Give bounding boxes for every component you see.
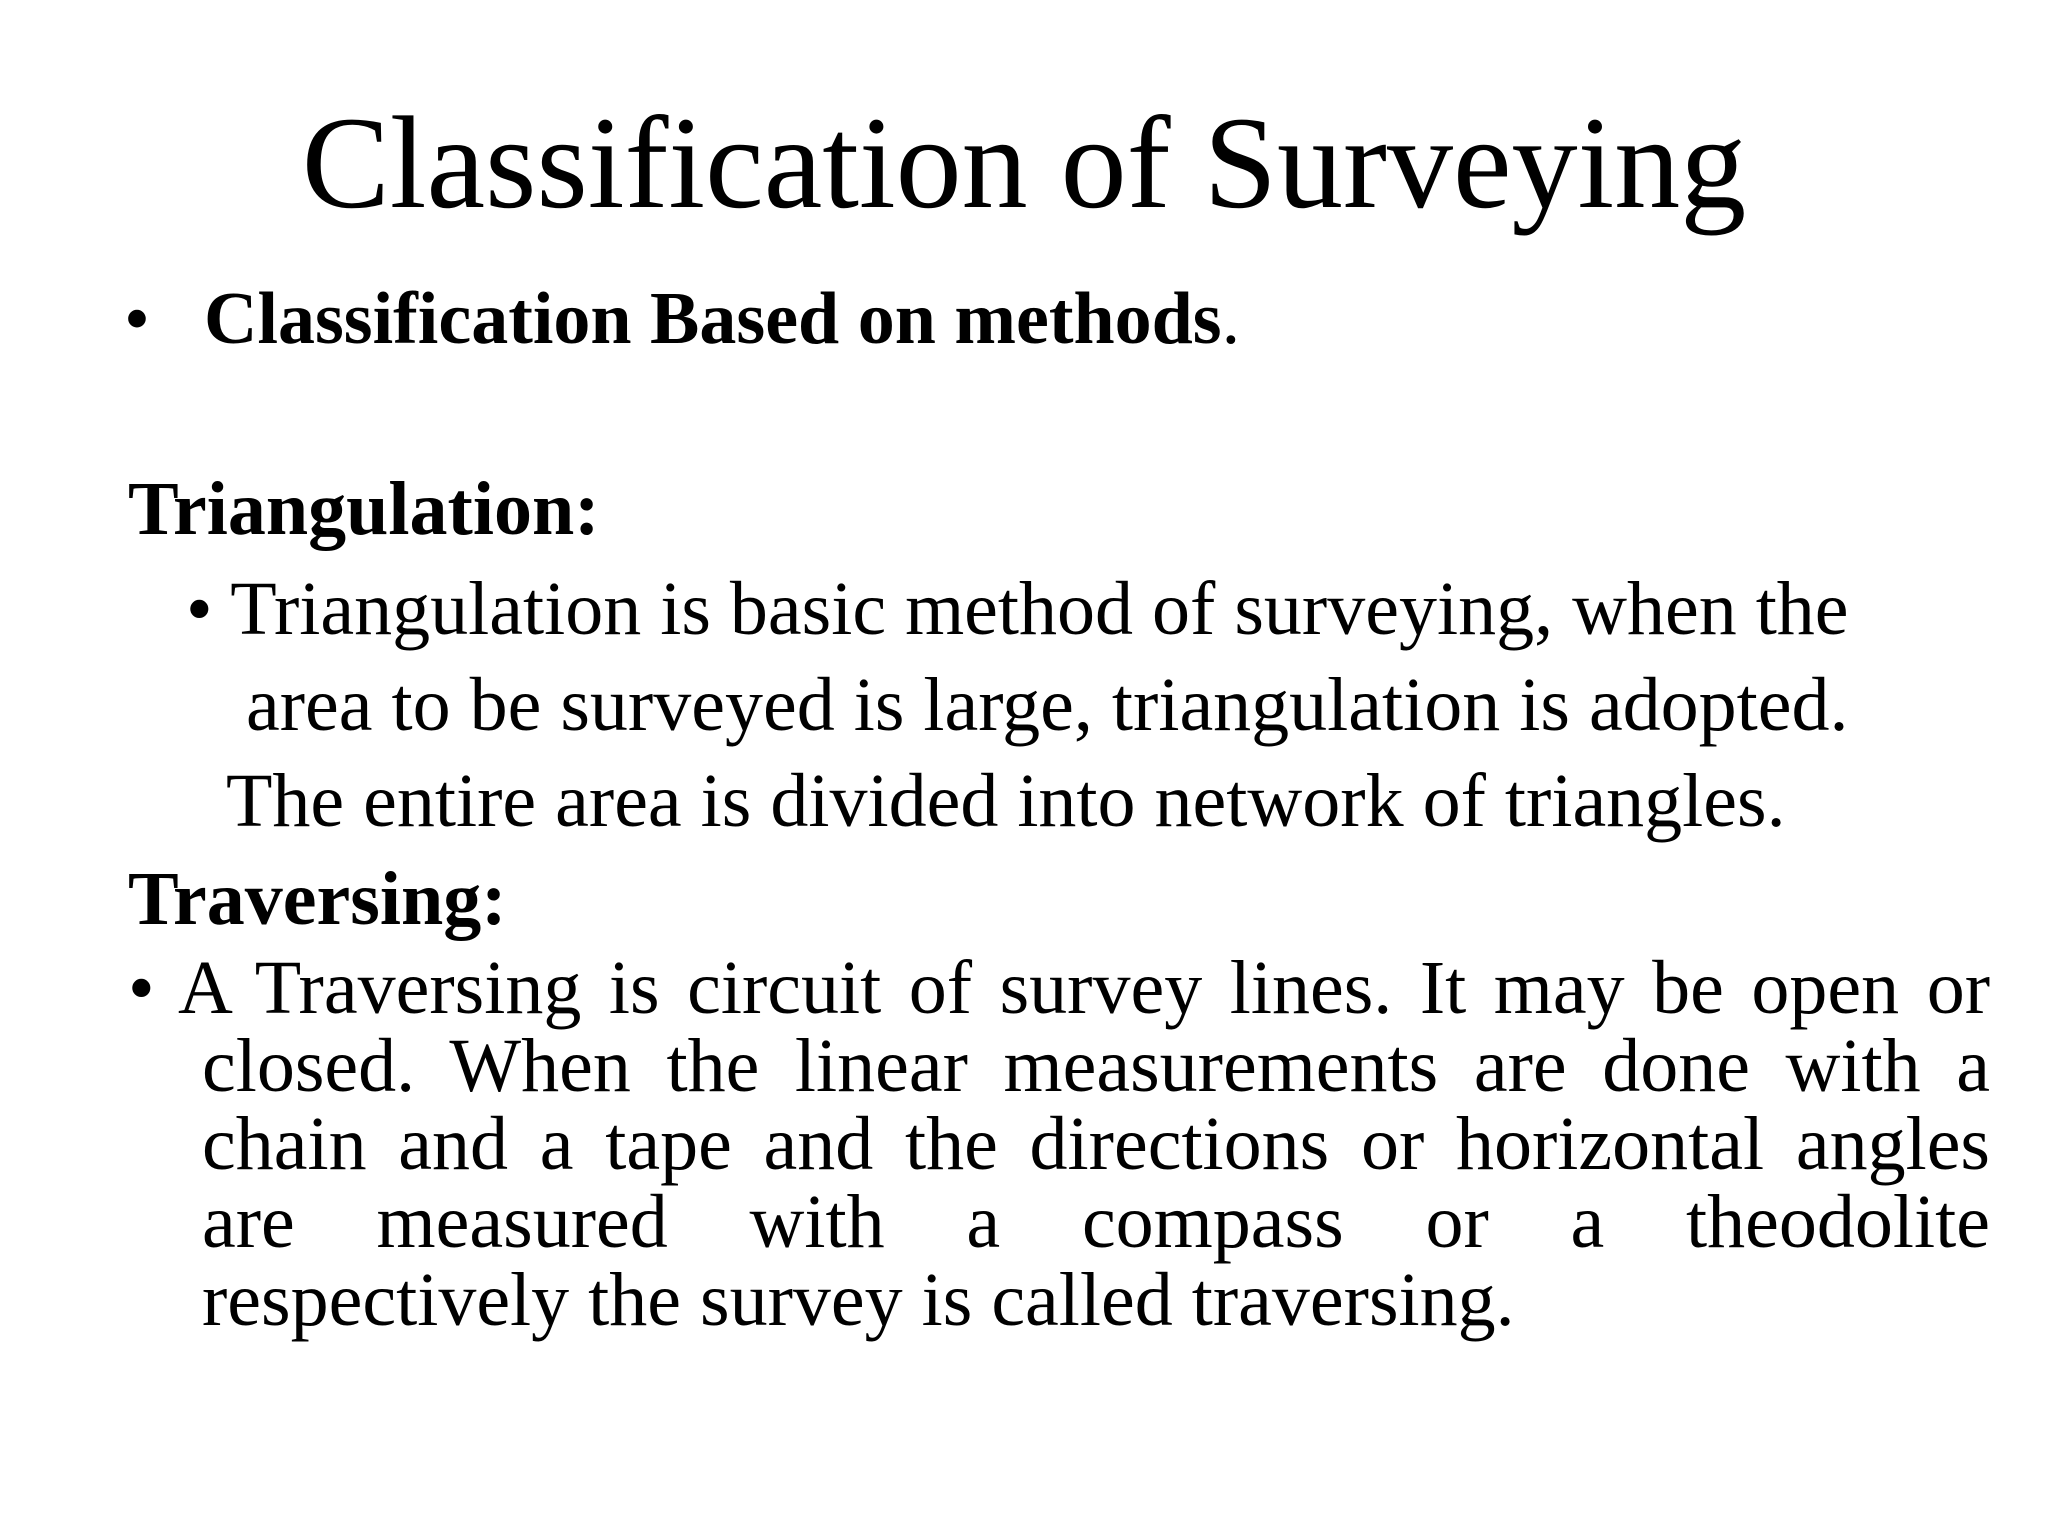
triangulation-heading: Triangulation: [128, 467, 600, 551]
method-bullet-period: . [1221, 278, 1241, 360]
method-bullet [124, 276, 1240, 362]
traversing-line: closed. When the linear measurements are done with a [202, 1024, 1990, 1108]
traversing-heading: Traversing: [128, 857, 507, 941]
triangulation-line: • Triangulation is basic method of surveying, when the [186, 567, 1849, 651]
traversing-line: chain and a tape and the directions or horizontal angles [202, 1102, 1990, 1186]
method-bullet-text: Classification Based on methods [204, 278, 1222, 360]
triangulation-line: area to be surveyed is large, triangulation is adopted. [246, 663, 1849, 747]
slide-title: Classification of Surveying [301, 89, 1747, 236]
traversing-line: are measured with a compass or a theodolite [202, 1180, 1990, 1264]
traversing-line: • A Traversing is circuit of survey lines. It may be open or [128, 946, 1990, 1030]
bullet-dot: • [124, 278, 150, 360]
triangulation-line: The entire area is divided into network of triangles. [226, 759, 1786, 843]
traversing-line: respectively the survey is called traversing. [202, 1258, 1515, 1342]
